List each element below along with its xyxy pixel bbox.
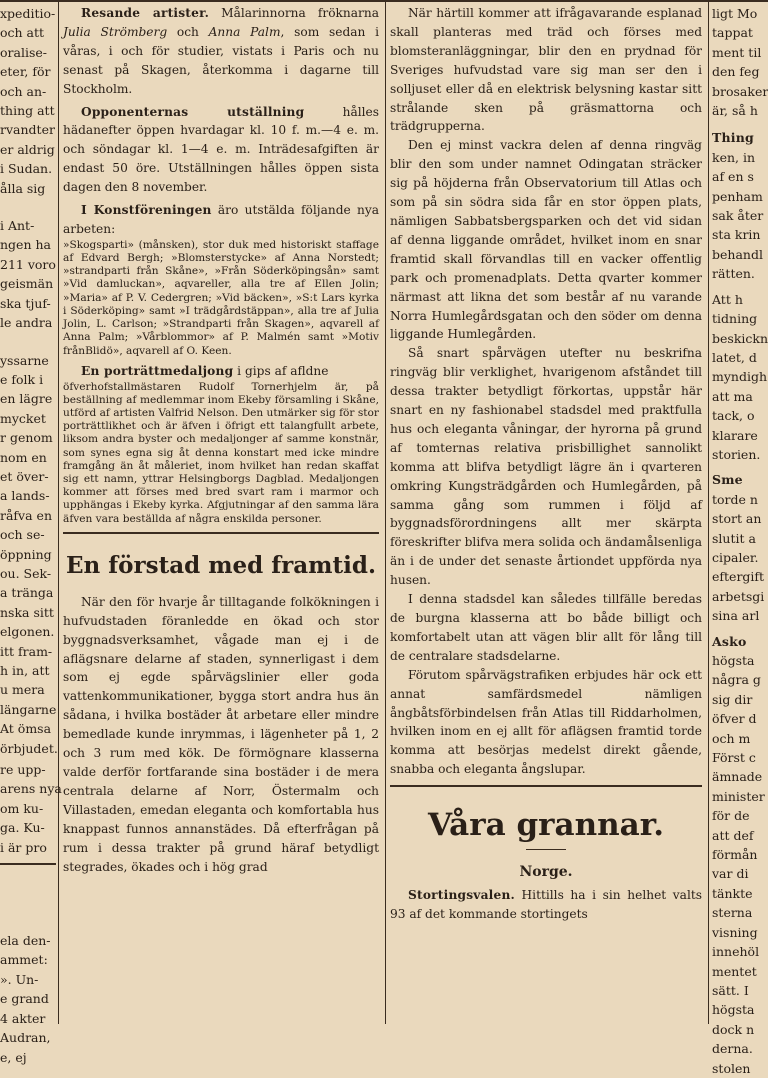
edge-line: ». Un- xyxy=(0,971,39,987)
edge-line: re upp- xyxy=(0,762,46,778)
left-edge-block xyxy=(0,4,56,198)
edge-line: tidning xyxy=(712,311,758,327)
edge-line: e, ej xyxy=(0,1049,27,1065)
edge-line: öppning xyxy=(0,546,52,562)
left-edge-block xyxy=(0,931,56,1067)
edge-line: högsta xyxy=(712,653,755,668)
edge-line: latet, d xyxy=(712,349,757,365)
edge-line: högsta xyxy=(712,1002,755,1018)
section-rule xyxy=(0,863,56,865)
top-rule xyxy=(0,0,768,2)
notice-heading: Resande artister. xyxy=(81,6,210,20)
edge-line: behandl xyxy=(712,246,763,262)
article-paragraph: Så snart spårvägen utefter nu beskrifna ringväg blir verklighet, hvarigenom afståndet till dessa trakter betydligt förkortas, uppstår här snart en ny fashionabel stadsdel med praktfulla hus och eleganta våningar, der hyrorna på grund af tomternas relativa prisbillighet sannolikt komma att blifva betydligt lägre än i qvarteren omkring Kungsträdgården och Humlegården, på samma gång som rummen i följd af byggnadsförordningens allt mer skärpta föreskrifter blifva mera solida och ändamålsenliga än i de under det senaste årtiondet uppförda nya husen. xyxy=(390,346,702,588)
edge-line: längarne xyxy=(0,701,57,717)
notice-opponenternas-utstallning: Opponenternas utställning hålles hädanefter öppen hvardagar kl. 10 f. m.—4 e. m. och söndagar kl. 1—4 e. m. Inträdesafgiften är endast 50 öre. Utställningen hålles öppen sista dagen den 8 november. xyxy=(63,104,379,195)
edge-line: är, så h xyxy=(712,103,758,119)
edge-line: ela den- xyxy=(0,933,51,949)
edge-line: rätten. xyxy=(712,266,755,282)
edge-line: innehöl xyxy=(712,944,760,960)
edge-line: sig dir xyxy=(712,691,753,707)
edge-line: sina arl xyxy=(712,608,760,624)
edge-line: beskickn xyxy=(712,330,768,346)
column-rule xyxy=(58,0,59,1024)
section-rule xyxy=(63,532,379,534)
section-subheading: Norge. xyxy=(519,864,573,881)
edge-line: arbetsgi xyxy=(712,588,765,604)
notice-konstforeningen: I Konstföreningen äro utstälda följande nya arbeten: xyxy=(63,203,379,236)
edge-line: At ömsa xyxy=(0,721,52,737)
article-paragraph: I denna stadsdel kan således tillfälle beredas de burgna klasserna att bo både billigt och komfortabelt utan att vägen blir allt för lång till de centralare stadsdelarne. xyxy=(390,592,702,663)
edge-line: 211 voro xyxy=(0,256,56,272)
edge-line: att ma xyxy=(712,388,753,404)
edge-line: slutit a xyxy=(712,530,756,546)
edge-line: storien. xyxy=(712,446,761,462)
edge-line: h in, att xyxy=(0,663,50,678)
edge-line: ment til xyxy=(712,44,762,60)
edge-line: ngen ha xyxy=(0,237,51,253)
edge-line: eter, för xyxy=(0,64,51,80)
column-rule xyxy=(708,0,709,1024)
edge-line: förmån xyxy=(712,847,758,863)
left-edge-column xyxy=(0,4,62,1065)
edge-line: i Sudan. xyxy=(0,161,53,177)
edge-line: elgonen. xyxy=(0,624,55,640)
right-edge-block xyxy=(712,4,768,120)
edge-line: Audran, xyxy=(0,1030,51,1046)
right-edge-block xyxy=(712,148,768,284)
article-stortingsvalen: Stortingsvalen. Hittills ha i sin helhet valts 93 af det kommande stortingets xyxy=(390,888,702,922)
notice-heading: Opponenternas utställning xyxy=(81,104,305,119)
edge-line: itt fram- xyxy=(0,643,53,659)
edge-line: u mera xyxy=(0,682,45,698)
edge-line: eftergift xyxy=(712,569,765,585)
edge-line: och an- xyxy=(0,83,47,99)
edge-line: den feg xyxy=(712,64,760,80)
edge-line: a tränga xyxy=(0,585,54,601)
edge-line: tack, o xyxy=(712,408,755,424)
edge-line: rvandter xyxy=(0,122,55,138)
edge-line: thing att xyxy=(0,103,55,119)
edge-line: cipaler. xyxy=(712,549,759,565)
edge-line: om ku- xyxy=(0,800,44,816)
edge-line: penham xyxy=(712,188,763,204)
edge-line: e folk i xyxy=(0,371,44,387)
edge-line: xpeditio- xyxy=(0,6,56,21)
right-edge-block xyxy=(712,490,768,626)
edge-line: mentet xyxy=(712,963,757,979)
notice-heading: I Konstföreningen xyxy=(81,203,212,218)
edge-line: stort an xyxy=(712,511,762,527)
edge-line: tappat xyxy=(712,25,753,41)
edge-line: och se- xyxy=(0,527,45,543)
edge-line: sak åter xyxy=(712,208,764,224)
notice-heading: Sme xyxy=(712,472,743,488)
edge-line: ken, in xyxy=(712,149,756,165)
notice-heading: Asko xyxy=(712,633,747,649)
edge-line: arens nya xyxy=(0,781,62,797)
edge-line: klarare xyxy=(712,427,758,443)
edge-line: i Ant- xyxy=(0,218,35,234)
edge-line: e grand xyxy=(0,991,49,1007)
article-paragraph: Den ej minst vackra delen af denna ringväg blir den som under namnet Odingatan sträcker sig på höjderna från Observatorium till Atlas och som på sin södra sida får en stor öppen plats, nämligen Sabbatsbergsparken och det vid sidan af denna liggande området, hvilket inom en snar framtid skall förvandlas till en vacker offentlig park och promenadplats. Detta qvarter kommer närmast att likna det som består af nu varande Norra Humlegårdsgatan och den söder om denna liggande Humlegården. xyxy=(390,138,702,342)
column-2 xyxy=(390,4,702,1024)
edge-line: ammet: xyxy=(0,952,48,968)
edge-line: några g xyxy=(712,672,761,688)
edge-line: i är pro xyxy=(0,839,47,855)
article-paragraph: Förutom spårvägstrafiken erbjudes här ock ett annat samfärdsmedel nämligen ångbåtsförbindelsen från Atlas till Riddarholmen, hvilken inom en ej allt för aflägsen framtid torde komma att besörjas medelst direkt gående, snabba och eleganta ångslupar. xyxy=(390,667,702,777)
edge-line: er aldrig xyxy=(0,141,55,157)
edge-line: för de xyxy=(712,808,750,824)
edge-line: visning xyxy=(712,924,758,940)
edge-line: nska sitt xyxy=(0,604,54,620)
edge-line: derna. xyxy=(712,1041,753,1057)
edge-line: en lägre xyxy=(0,391,53,407)
right-edge-column xyxy=(712,4,768,1076)
edge-line: ga. Ku- xyxy=(0,820,45,836)
edge-line: ålla sig xyxy=(0,180,46,196)
person-name: Julia Strömberg xyxy=(63,24,168,39)
edge-line: att def xyxy=(712,827,754,843)
edge-line: torde n xyxy=(712,491,758,507)
edge-line: geismän xyxy=(0,276,54,292)
notice-resande-artister: Resande artister. Målarinnorna fröknarna Julia Strömberg och Anna Palm, som sedan i våras, i och för studier, vistats i Paris och nu senast på Skagen, återkomma i dagarne till Stockholm. xyxy=(63,6,379,96)
edge-line: sterna xyxy=(712,905,753,921)
edge-line: ou. Sek- xyxy=(0,565,52,581)
edge-line: r genom xyxy=(0,430,53,446)
short-rule xyxy=(526,849,566,850)
right-edge-block xyxy=(712,290,768,465)
section-rule xyxy=(390,785,702,787)
edge-line: ska tjuf- xyxy=(0,295,51,311)
medaljong-text: öfverhofstallmästaren Rudolf Tornerhjelm är, på beställning af medlemmar inom Ekeby församling i Skåne, utförd af artisten Valfrid Nelson. Den utmärker sig för stor porträttlikhet och är äfven i öfrigt ett talangfullt arbete, liksom andra byster och medaljonger af samme konstnär, som synes egna sig åt denna konstart med icke mindre framgång än åt måleriet, inom hvilket han redan skaffat sig ett namn, yttrar Helsingborgs Dagblad. Medaljongen kommer att förses med bred svart ram i marmor och upphängas i Ekeby kyrka. Afgjutningar af den samma lära äfven vara beställda af några enskilda personer. xyxy=(63,380,379,525)
left-edge-block xyxy=(0,351,56,759)
edge-line: af en s xyxy=(712,169,754,185)
edge-line: et över- xyxy=(0,468,49,484)
artwork-list: »Skogsparti» (månsken), stor duk med historiskt staffage af Edvard Bergh; »Blomsterstycke» af Anna Norstedt; »strandparti från Skåne», »Från Söderköpingsån» samt »Vid damluckan», aqvareller, alla tre af Ellen Jolin; »Maria» af P. V. Cedergren; »Vid bäcken», »S:t Lars kyrka i Söderköping» samt »I trädgårdstäppan», alla tre af Julia Jolin, L. Carlson; »Strandparti från Skagen», aqvarell af Anna Palm; »Vårblommor» af P. Malmén samt »Motiv frånBlidö», aqvarell af O. Keen. xyxy=(63,238,379,357)
edge-line: a lands- xyxy=(0,488,50,504)
person-name: Anna Palm xyxy=(208,24,281,39)
edge-line: var di xyxy=(712,866,749,882)
edge-line: och m xyxy=(712,730,751,746)
article-body: När den för hvarje år tilltagande folkökningen i hufvudstaden föranledde en ökad och stor byggnadsverksamhet, vågade man ej i de aflägsnare delarne af staden, synnerligast i dem som ej egde spårvägslinier eller goda vattenkommunikationer, bygga stort andra hus än sådana, i hvilka bostäder åt arbetare eller mindre bemedlade kunde inrymmas, i lägenheter på 1, 2 och 3 rum med kök. De förmögnare klasserna valde derför fortfarande sina bostäder i de mera centrala delarne af Norr, Östermalm och Villastaden, emedan eleganta och komfortabla hus knappast funnos annanstädes. Då efterfrågan på rum i dessa trakter på grund häraf betydligt stegrades, ökades och i hög grad xyxy=(63,594,379,874)
edge-line: nom en xyxy=(0,449,47,465)
edge-line: brosaker xyxy=(712,83,768,99)
edge-line: öfver d xyxy=(712,711,757,727)
edge-line: myndigh xyxy=(712,369,768,385)
edge-line: stolen xyxy=(712,1060,751,1076)
notice-heading: Stortingsvalen. xyxy=(408,888,515,903)
edge-line: ligt Mo xyxy=(712,6,758,21)
edge-line: tänkte xyxy=(712,885,753,901)
edge-line: oralise- xyxy=(0,44,47,60)
edge-line: sta krin xyxy=(712,227,761,243)
edge-line: örbjudet. xyxy=(0,740,58,756)
section-heading: Våra grannar. xyxy=(427,807,665,844)
edge-line: dock n xyxy=(712,1021,755,1037)
edge-line: råfva en xyxy=(0,507,52,523)
right-edge-block xyxy=(712,651,768,1078)
notice-heading: En porträttmedaljong xyxy=(81,363,234,378)
edge-line: Att h xyxy=(712,291,743,307)
edge-line: Först c xyxy=(712,750,756,766)
edge-line: minister xyxy=(712,788,765,804)
notice-heading: Thing xyxy=(712,130,754,146)
notice-portrattmedaljong: En porträttmedaljong i gips af afldne xyxy=(81,363,329,378)
left-edge-block xyxy=(0,760,62,857)
edge-line: ämnade xyxy=(712,769,763,785)
edge-line: 4 akter xyxy=(0,1010,46,1026)
left-edge-block xyxy=(0,216,56,332)
column-rule xyxy=(385,0,386,1024)
article-headline: En förstad med framtid. xyxy=(66,551,376,579)
edge-line: mycket xyxy=(0,410,46,426)
edge-line: och att xyxy=(0,25,45,41)
edge-line: yssarne xyxy=(0,352,49,368)
edge-line: sätt. I xyxy=(712,982,749,998)
column-1 xyxy=(63,4,379,1024)
edge-line: le andra xyxy=(0,315,53,331)
article-paragraph: När härtill kommer att ifrågavarande esplanad skall planteras med träd och förses med blomsteranläggningar, blir den en prydnad för Sveriges hufvudstad vare sig man ser den i solljuset eller då en elektrisk belysning kastar sitt strålande sken på gräsmattorna och trädgrupperna. xyxy=(390,6,702,134)
